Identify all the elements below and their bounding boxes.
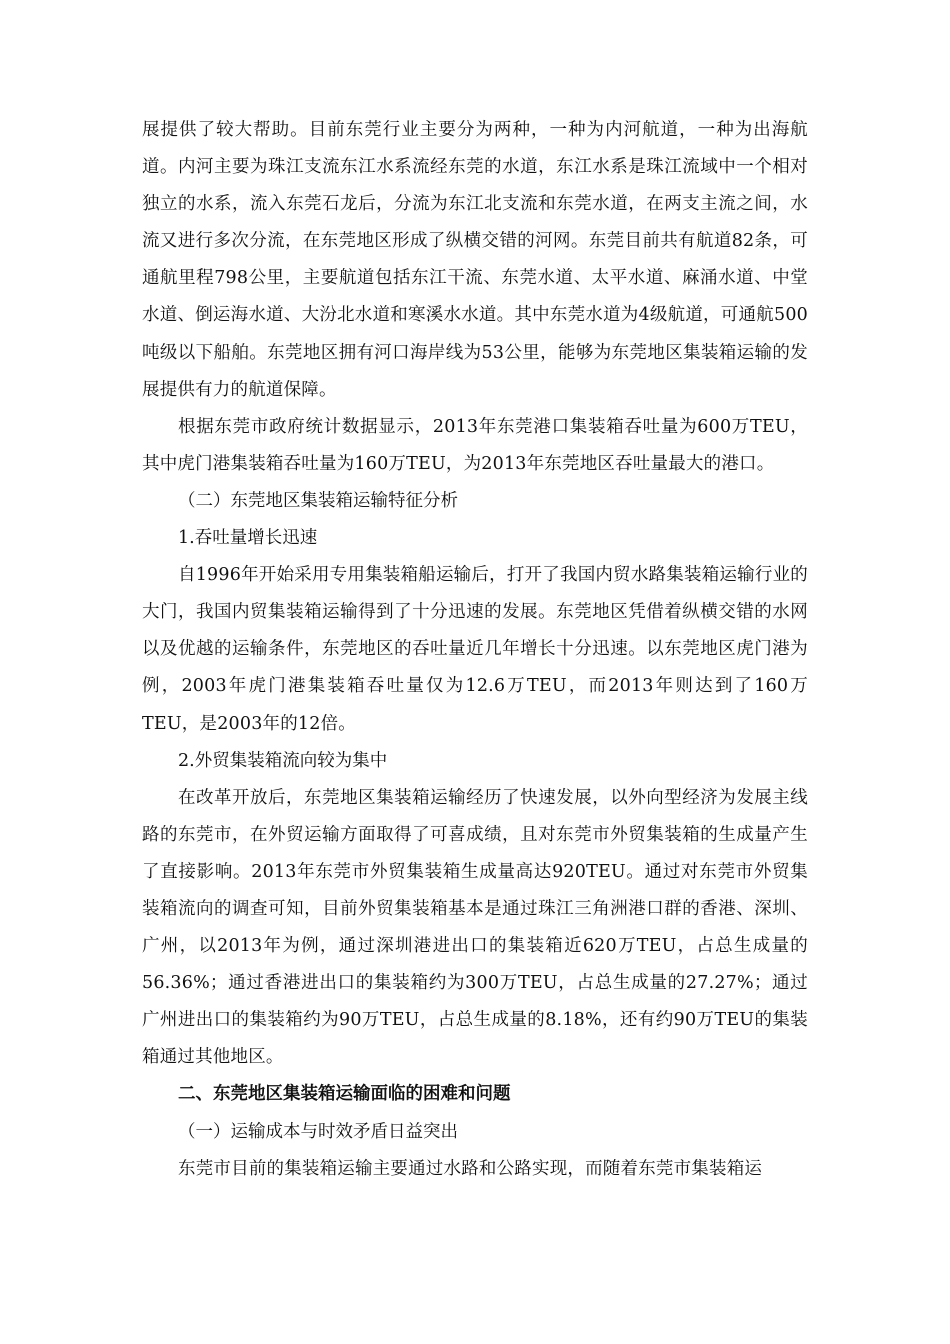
paragraph-transport-modes: 东莞市目前的集装箱运输主要通过水路和公路实现，而随着东莞市集装箱运 xyxy=(178,1158,763,1179)
paragraph-foreign-trade-flow: 在改革开放后，东莞地区集装箱运输经历了快速发展，以外向型经济为发展主线路的东莞市，在外贸运输方面取得了可喜成绩，且对东莞市外贸集装箱的生成量产生了直接影响。2013年东莞市外贸集装箱生成量高达920TEU。通过对东莞市外贸集装箱流向的调查可知，目前外贸集装箱基本是通过珠江三角洲港口群的香港、深圳、广州，以2013年为例，通过深圳港进出口的集装箱近620万TEU，占总生成量的56.36%；通过香港进出口的集装箱约为300万TEU，占总生成量的27.27%；通过广州进出口的集装箱约为90万TEU，占总生成量的8.18%，还有约90万TEU的集装箱通过其他地区。 xyxy=(142,787,808,1068)
subheading-throughput-growth: 1.吞吐量增长迅速 xyxy=(178,528,318,549)
paragraph-port-throughput: 根据东莞市政府统计数据显示，2013年东莞港口集装箱吞吐量为600万TEU，其中虎门港集装箱吞吐量为160万TEU，为2013年东莞地区吞吐量最大的港口。 xyxy=(142,416,808,474)
subheading-foreign-trade-flow: 2.外贸集装箱流向较为集中 xyxy=(178,750,388,771)
subheading-cost-vs-timeliness: （一）运输成本与时效矛盾日益突出 xyxy=(178,1121,458,1142)
paragraph-waterways: 展提供了较大帮助。目前东莞行业主要分为两种，一种为内河航道，一种为出海航道。内河主要为珠江支流东江水系流经东莞的水道，东江水系是珠江流域中一个相对独立的水系，流入东莞石龙后，分流为东江北支流和东莞水道，在两支主流之间，水流又进行多次分流，在东莞地区形成了纵横交错的河网。东莞目前共有航道82条，可通航里程798公里，主要航道包括东江干流、东莞水道、太平水道、麻涌水道、中堂水道、倒运海水道、大汾北水道和寒溪水水道。其中东莞水道为4级航道，可通航500吨级以下船舶。东莞地区拥有河口海岸线为53公里，能够为东莞地区集装箱运输的发展提供有力的航道保障。 xyxy=(142,120,808,400)
section-heading-difficulties: 二、东莞地区集装箱运输面临的困难和问题 xyxy=(178,1084,511,1105)
paragraph-throughput-growth: 自1996年开始采用专用集装箱船运输后，打开了我国内贸水路集装箱运输行业的大门，我国内贸集装箱运输得到了十分迅速的发展。东莞地区凭借着纵横交错的水网以及优越的运输条件，东莞地区的吞吐量近几年增长十分迅速。以东莞地区虎门港为例，2003年虎门港集装箱吞吐量仅为12.6万TEU，而2013年则达到了160万TEU，是2003年的12倍。 xyxy=(142,565,808,734)
document-body xyxy=(142,112,808,1188)
subheading-transport-characteristics: （二）东莞地区集装箱运输特征分析 xyxy=(178,490,458,511)
